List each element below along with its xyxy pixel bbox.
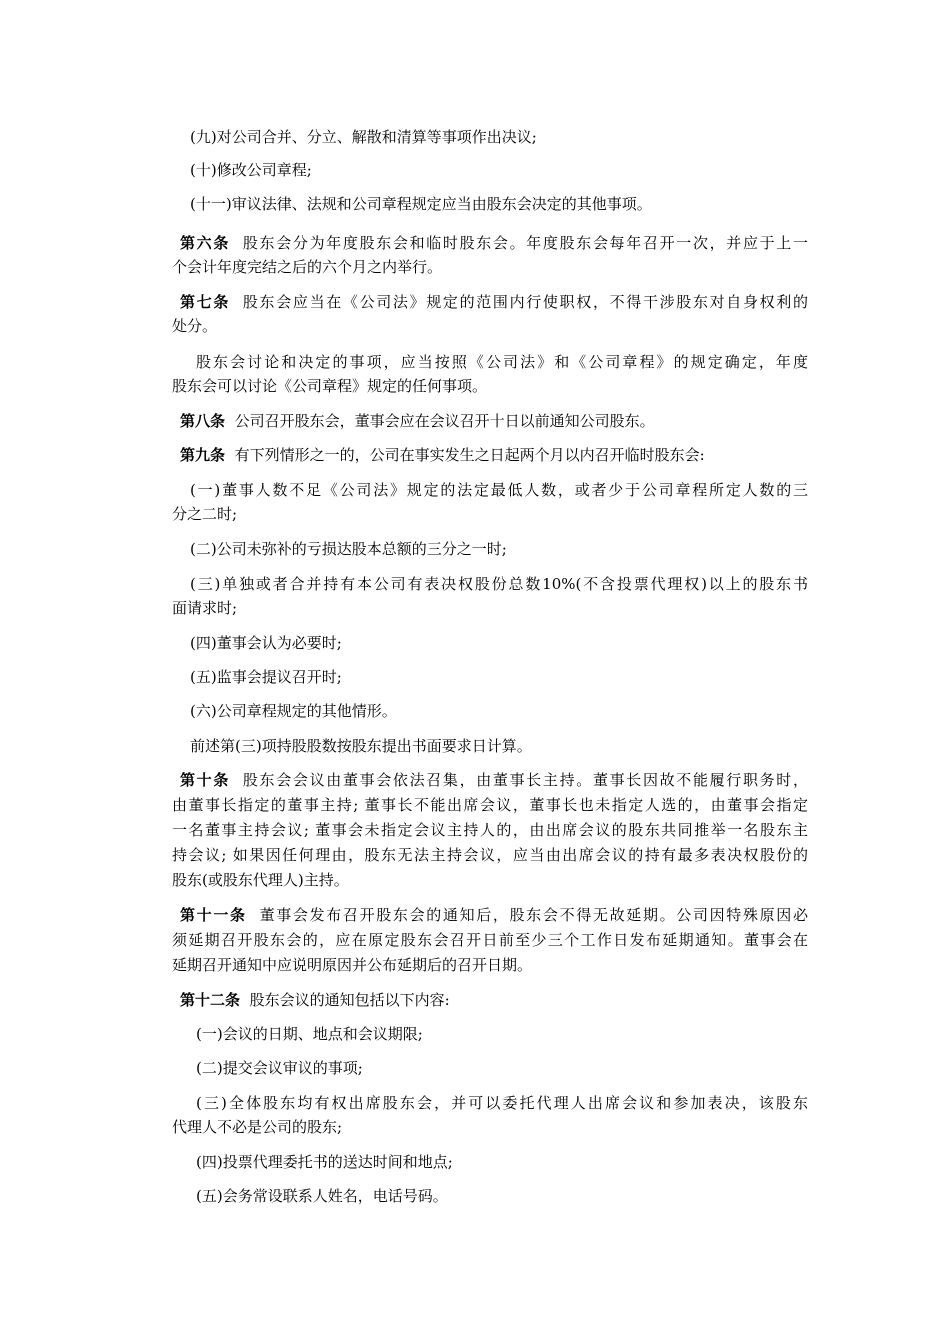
article-8: 第八条 公司召开股东会，董事会应在会议召开十日以前通知公司股东。 xyxy=(180,412,655,430)
article-9-item-3-cont: 面请求时; xyxy=(172,599,238,617)
article-10-cont-2: 一名董事主持会议; 董事会未指定会议主持人的，由出席会议的股东共同推举一名股东主 xyxy=(172,821,808,839)
article-9-item-3: (三)单独或者合并持有本公司有表决权股份总数10%(不含投票代理权)以上的股东书 xyxy=(190,575,808,593)
article-12-item-3-cont: 代理人不必是公司的股东; xyxy=(172,1118,343,1136)
article-7-number: 第七条 xyxy=(180,293,231,311)
article-12-item-5: (五)会务常设联系人姓名，电话号码。 xyxy=(196,1187,448,1205)
article-12-item-1: (一)会议的日期、地点和会议期限; xyxy=(196,1025,423,1043)
article-9-item-5: (五)监事会提议召开时; xyxy=(190,668,342,686)
article-11: 第十一条 董事会发布召开股东会的通知后，股东会不得无故延期。公司因特殊原因必 xyxy=(180,906,808,924)
article-9-item-1: (一)董事人数不足《公司法》规定的法定最低人数，或者少于公司章程所定人数的三 xyxy=(190,481,808,499)
article-12-item-2: (二)提交会议审议的事项; xyxy=(196,1059,363,1077)
article-10-cont-1: 由董事长指定的董事主持; 董事长不能出席会议，董事长也未指定人选的，由董事会指定 xyxy=(172,796,808,814)
article-7: 第七条 股东会应当在《公司法》规定的范围内行使职权，不得干涉股东对自身权利的 xyxy=(180,293,808,311)
article-9-note: 前述第(三)项持股股数按股东提出书面要求日计算。 xyxy=(190,737,532,755)
article-10-cont-3: 持会议; 如果因任何理由，股东无法主持会议，应当由出席会议的持有最多表决权股份的 xyxy=(172,846,808,864)
article-8-number: 第八条 xyxy=(180,412,226,430)
article-9-item-6: (六)公司章程规定的其他情形。 xyxy=(190,702,397,720)
article-6: 第六条 股东会分为年度股东会和临时股东会。年度股东会每年召开一次，并应于上一 xyxy=(180,234,808,252)
article-12-number: 第十二条 xyxy=(180,991,241,1009)
article-7-cont: 处分。 xyxy=(172,317,218,335)
article-12-item-4: (四)投票代理委托书的送达时间和地点; xyxy=(196,1153,453,1171)
article-7-para-2: 股东会讨论和决定的事项，应当按照《公司法》和《公司章程》的规定确定，年度 xyxy=(196,353,808,371)
article-6-number: 第六条 xyxy=(180,234,231,252)
article-10: 第十条 股东会会议由董事会依法召集，由董事长主持。董事长因故不能履行职务时， xyxy=(180,771,808,789)
clause-item-11: (十一)审议法律、法规和公司章程规定应当由股东会决定的其他事项。 xyxy=(190,195,652,213)
article-9-item-1-cont: 分之二时; xyxy=(172,505,238,523)
article-9-number: 第九条 xyxy=(180,446,226,464)
clause-item-10: (十)修改公司章程; xyxy=(190,161,312,179)
article-9: 第九条 有下列情形之一的，公司在事实发生之日起两个月以内召开临时股东会: xyxy=(180,446,705,464)
article-9-item-4: (四)董事会认为必要时; xyxy=(190,634,342,652)
article-9-item-2: (二)公司未弥补的亏损达股本总额的三分之一时; xyxy=(190,540,507,558)
article-12-item-3: (三)全体股东均有权出席股东会，并可以委托代理人出席会议和参加表决，该股东 xyxy=(196,1094,808,1112)
article-7-para-2-cont: 股东会可以讨论《公司章程》规定的任何事项。 xyxy=(172,377,488,395)
clause-item-9: (九)对公司合并、分立、解散和清算等事项作出决议; xyxy=(190,128,537,146)
article-6-cont: 个会计年度完结之后的六个月之内举行。 xyxy=(172,258,443,276)
article-12: 第十二条 股东会议的通知包括以下内容: xyxy=(180,991,450,1009)
article-10-number: 第十条 xyxy=(180,771,231,789)
article-11-cont-1: 须延期召开股东会的，应在原定股东会召开日前至少三个工作日发布延期通知。董事会在 xyxy=(172,931,808,949)
article-11-number: 第十一条 xyxy=(180,906,247,924)
article-10-cont-4: 股东(或股东代理人)主持。 xyxy=(172,871,349,889)
article-11-cont-2: 延期召开通知中应说明原因并公布延期后的召开日期。 xyxy=(172,956,533,974)
